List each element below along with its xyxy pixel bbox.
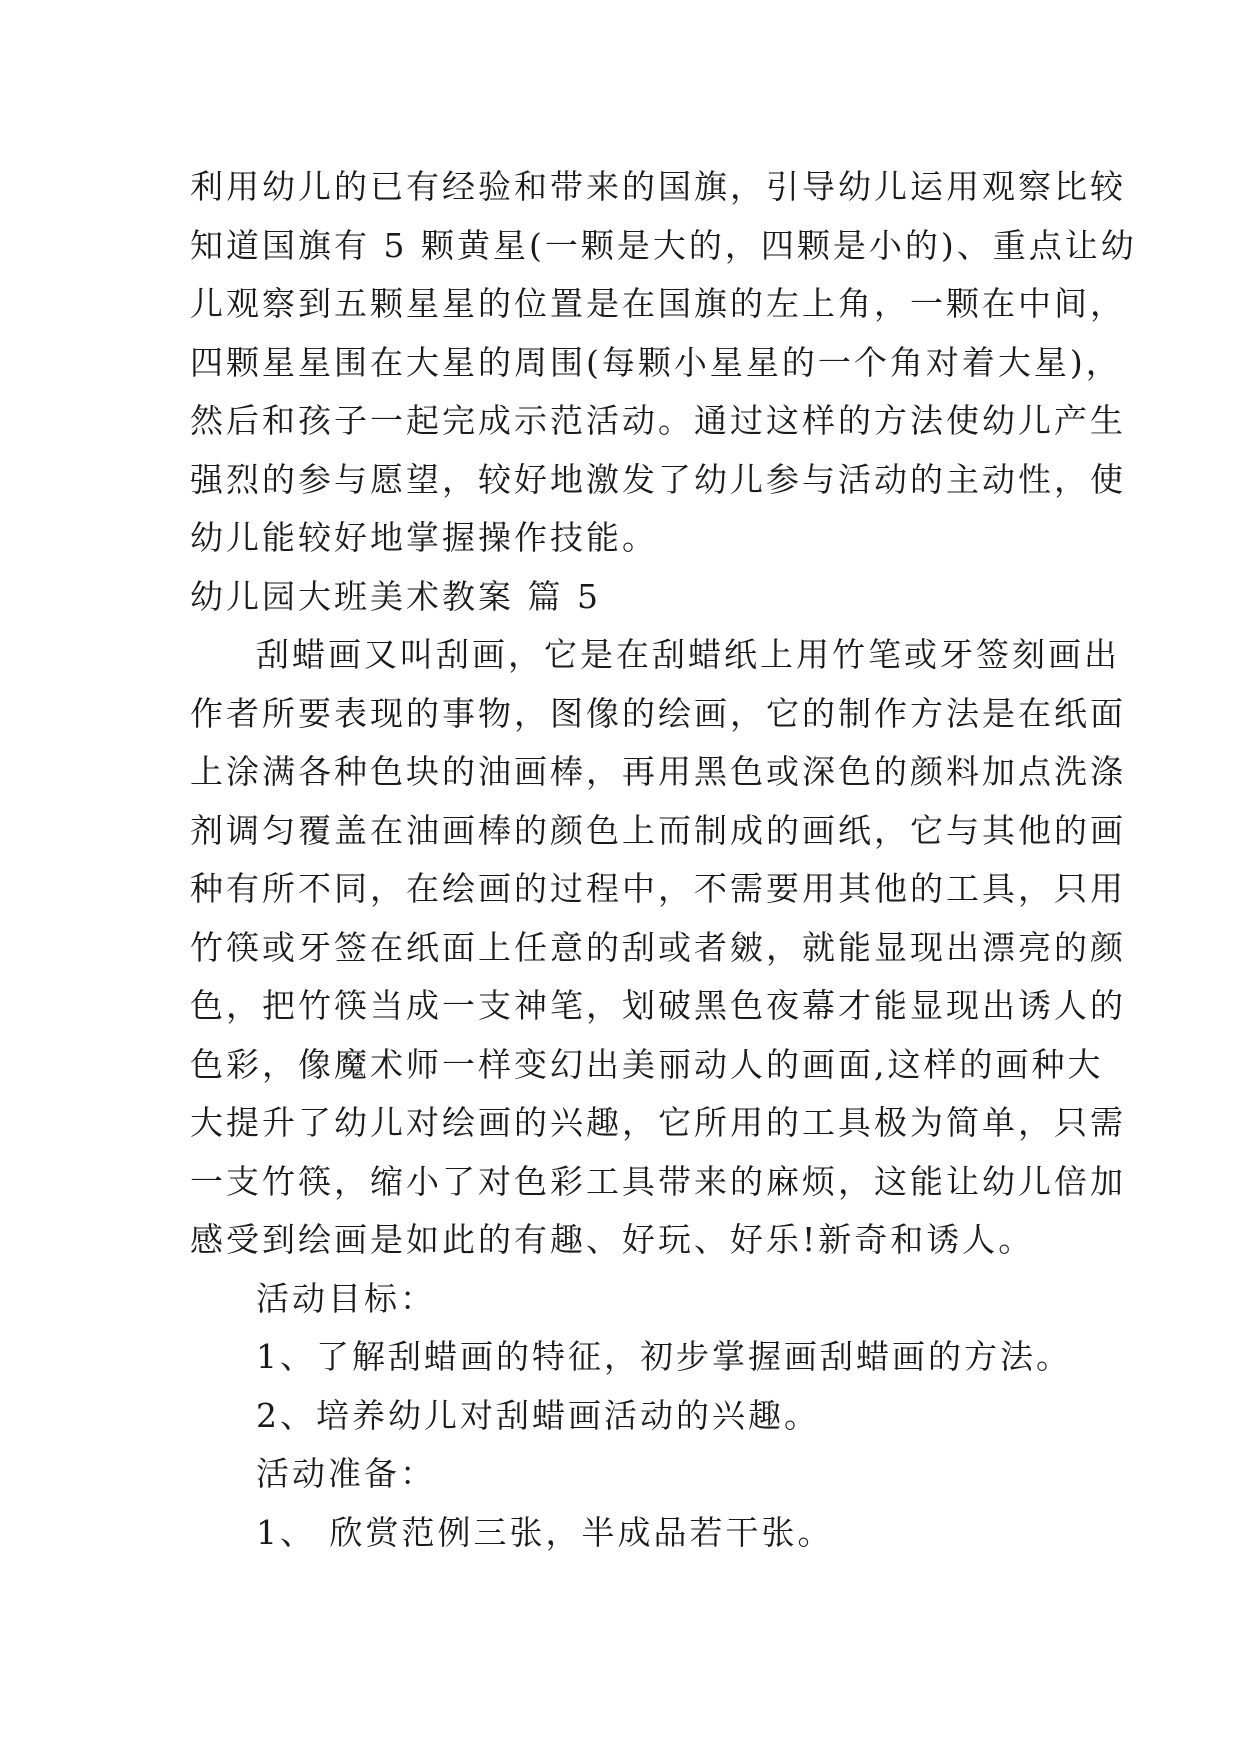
body-line: 大提升了幼儿对绘画的兴趣，它所用的工具极为简单，只需 (190, 1103, 1126, 1142)
intro-line: 然后和孩子一起完成示范活动。通过这样的方法使幼儿产生 (190, 401, 1126, 440)
body-line: 色，把竹筷当成一支神笔，划破黑色夜幕才能显现出诱人的 (190, 986, 1126, 1025)
goal-item: 2、培养幼儿对刮蜡画活动的兴趣。 (256, 1395, 820, 1435)
prep-heading: 活动准备： (256, 1454, 436, 1493)
prep-item: 1、 欣赏范例三张，半成品若干张。 (256, 1512, 834, 1552)
body-line: 色彩，像魔术师一样变幻出美丽动人的画面,这样的画种大 (190, 1044, 1104, 1084)
intro-line: 幼儿能较好地掌握操作技能。 (190, 518, 658, 557)
body-line: 感受到绘画是如此的有趣、好玩、好乐!新奇和诱人。 (190, 1220, 1035, 1259)
body-line: 种有所不同，在绘画的过程中，不需要用其他的工具，只用 (190, 869, 1126, 908)
body-line: 刮蜡画又叫刮画，它是在刮蜡纸上用竹笔或牙签刻画出 (256, 635, 1120, 674)
intro-line: 儿观察到五颗星星的位置是在国旗的左上角，一颗在中间， (190, 284, 1126, 323)
body-line: 剂调匀覆盖在油画棒的颜色上而制成的画纸，它与其他的画 (190, 810, 1126, 850)
body-line: 竹筷或牙签在纸面上任意的刮或者皴，就能显现出漂亮的颜 (190, 927, 1126, 967)
document-text (190, 158, 1137, 1562)
body-line: 一支竹筷，缩小了对色彩工具带来的麻烦，这能让幼儿倍加 (190, 1161, 1126, 1201)
goals-heading: 活动目标： (256, 1278, 436, 1318)
goal-item: 1、了解刮蜡画的特征，初步掌握画刮蜡画的方法。 (256, 1337, 1072, 1376)
section-heading: 幼儿园大班美术教案 篇 5 (190, 576, 601, 616)
intro-line: 利用幼儿的已有经验和带来的国旗，引导幼儿运用观察比较 (190, 167, 1126, 206)
body-line: 作者所要表现的事物，图像的绘画，它的制作方法是在纸面 (190, 693, 1126, 733)
body-line: 上涂满各种色块的油画棒，再用黑色或深色的颜料加点洗涤 (190, 752, 1126, 791)
intro-line: 强烈的参与愿望，较好地激发了幼儿参与活动的主动性，使 (190, 459, 1126, 499)
intro-line: 知道国旗有 5 颗黄星(一颗是大的，四颗是小的)、重点让幼 (190, 225, 1137, 265)
intro-line: 四颗星星围在大星的周围(每颗小星星的一个角对着大星)， (190, 342, 1122, 382)
